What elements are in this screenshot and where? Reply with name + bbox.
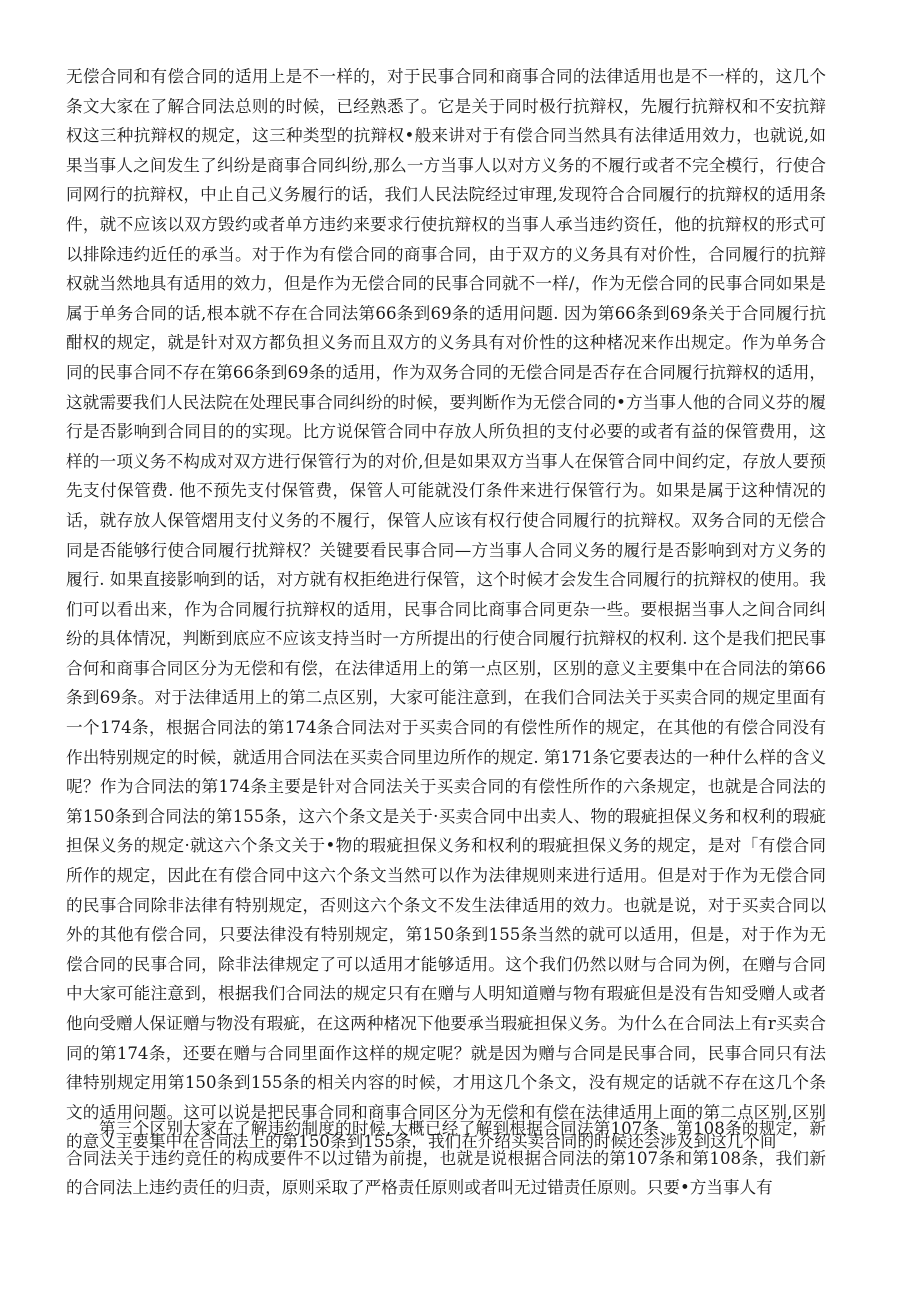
body-paragraph-2: 第三个区别大家在了解违约制度的时候,大概已经了解到根据合同法第107条、第108条的规定，新合同法关于违约竞任的构成要件不以过错为前提，也就是说根据合同法的第107条和第108条，我们新的合同法上违约责任的归责，原则采取了严格责任原则或者叫无过错责任原则。只要•方当事人有 [66, 1119, 826, 1198]
body-paragraph-1: 无偿合同和有偿合同的适用上是不一样的，对于民事合同和商事合同的法律适用也是不一样的，这几个条文大家在了解合同法总则的时候，已经熟悉了。它是关于同时极行抗辩权，先履行抗辩权和不安抗辩权这三种抗辩权的规定，这三种类型的抗辩权•般来讲对于有偿合同当然具有法律适用效力，也就说,如果当事人之间发生了纠纷是商事合同纠纷,那么一方当事人以对方义务的不履行或者不完全模行，行使合同网行的抗辩权，中止自己义务履行的话，我们人民法院经过审理,发现符合合同履行的抗辩权的适用条件，就不应该以双方毁约或者单方违约来要求行使抗辩权的当事人承当违约资任，他的抗辩权的形式可以排除违约近任的承当。对于作为有偿合同的商事合同，由于双方的义务具有对价性，合同履行的抗辩权就当然地具有适用的效力，但是作为无偿合同的民事合同就不一样/，作为无偿合同的民事合同如果是属于单务合同的话,根本就不存在合同法第66条到69条的适用问题. 因为第66条到69条关于合同履行抗酣权的规定，就是针对双方都负担义务而且双方的义务具有对价性的这种楮况来作出规定。作为单务合同的民事合同不存在第66条到69条的适用，作为双务合同的无偿合同是否存在合同履行抗辩权的适用，这就需要我们人民法院在处理民事合同纠纷的时候，要判断作为无偿合同的•方当事人他的合同义芬的履行是否影响到合同目的的实现。比方说保管合同中存放人所负担的支付必要的或者有益的保管费用，这样的一项义务不构成对双方进行保管行为的对价,但是如果双方当事人在保管合同中间约定，存放人要预先支付保管费. 他不预先支付保管费，保管人可能就没仃条件来进行保管行为。如果是属于这种情况的话，就存放人保管熠用支付义务的不履行，保管人应该有权行使合同履行的抗辩权。双务合同的无偿合同是否能够行使合同履行扰辩权？关键要看民事合同—方当事人合同义务的履行是否影响到对方义务的履行. 如果直接影响到的话，对方就有权拒绝进行保管，这个时候才会发生合同履行的抗辩权的使用。我们可以看出来，作为合同履行抗辩权的适用，民事合同比商事合同更杂一些。要根据当事人之间合同纠纷的具体情况，判断到底应不应该支持当时一方所提出的行使合同履行抗辩权的权利. 这个是我们把民事合何和商事合同区分为无偿和有偿，在法律适用上的第一点区别，区别的意义主要集中在合同法的第66条到69条。对于法律适用上的第二点区别，大家可能注意到，在我们合同法关于买卖合同的规定里面有一个174条，根据合同法的第174条合同法对于买卖合同的有偿性所作的规定，在其他的有偿合同没有作出特别规定的时候，就适用合同法在买卖合同里边所作的规定. 第171条它要表达的一种什么样的含义呢？作为合同法的第174条主要是针对合同法关于买卖合同的有偿性所作的六条规定，也就是合同法的第150条到合同法的第155条，这六个条文是关于·买卖合同中出卖人、物的瑕疵担保义务和权利的瑕疵担保义务的规定·就这六个条文关于•物的瑕疵担保义务和权利的瑕疵担保义务的规定，是对「有偿合同所作的规定，因此在有偿合同中这六个条文当然可以作为法律规则来进行适用。但是对于作为无偿合同的民事合同除非法律有特别规定，否则这六个条文不发生法律适用的效力。也就是说，对于买卖合同以外的其他有偿合同，只要法律没有特别规定，第150条到155条当然的就可以适用，但是，对于作为无偿合同的民事合同，除非法律规定了可以适用才能够适用。这个我们仍然以财与合同为例，在赠与合同中大家可能注意到，根据我们合同法的规定只有在赠与人明知道赠与物有瑕疵但是没有告知受赠人或者他向受赠人保证赠与物没有瑕疵，在这两种楮况下他要承当瑕疵担保义务。为什么在合同法上有r买卖合同的第174条，还要在赠与合同里面作这样的规定呢？就是因为赠与合同是民事合同，民事合同只有法律特别规定用第150条到155条的相关内容的时候，才用这几个条文，没有规定的话就不存在这几个条文的适用问题。这可以说是把民事合同和商事合同区分为无偿和有偿在法律适用上面的第二点区别,区别的意义主要集中在合同法上的第150条到155条，我们在介绍买卖合同的时候还会涉及到这几个间 [66, 67, 826, 1152]
